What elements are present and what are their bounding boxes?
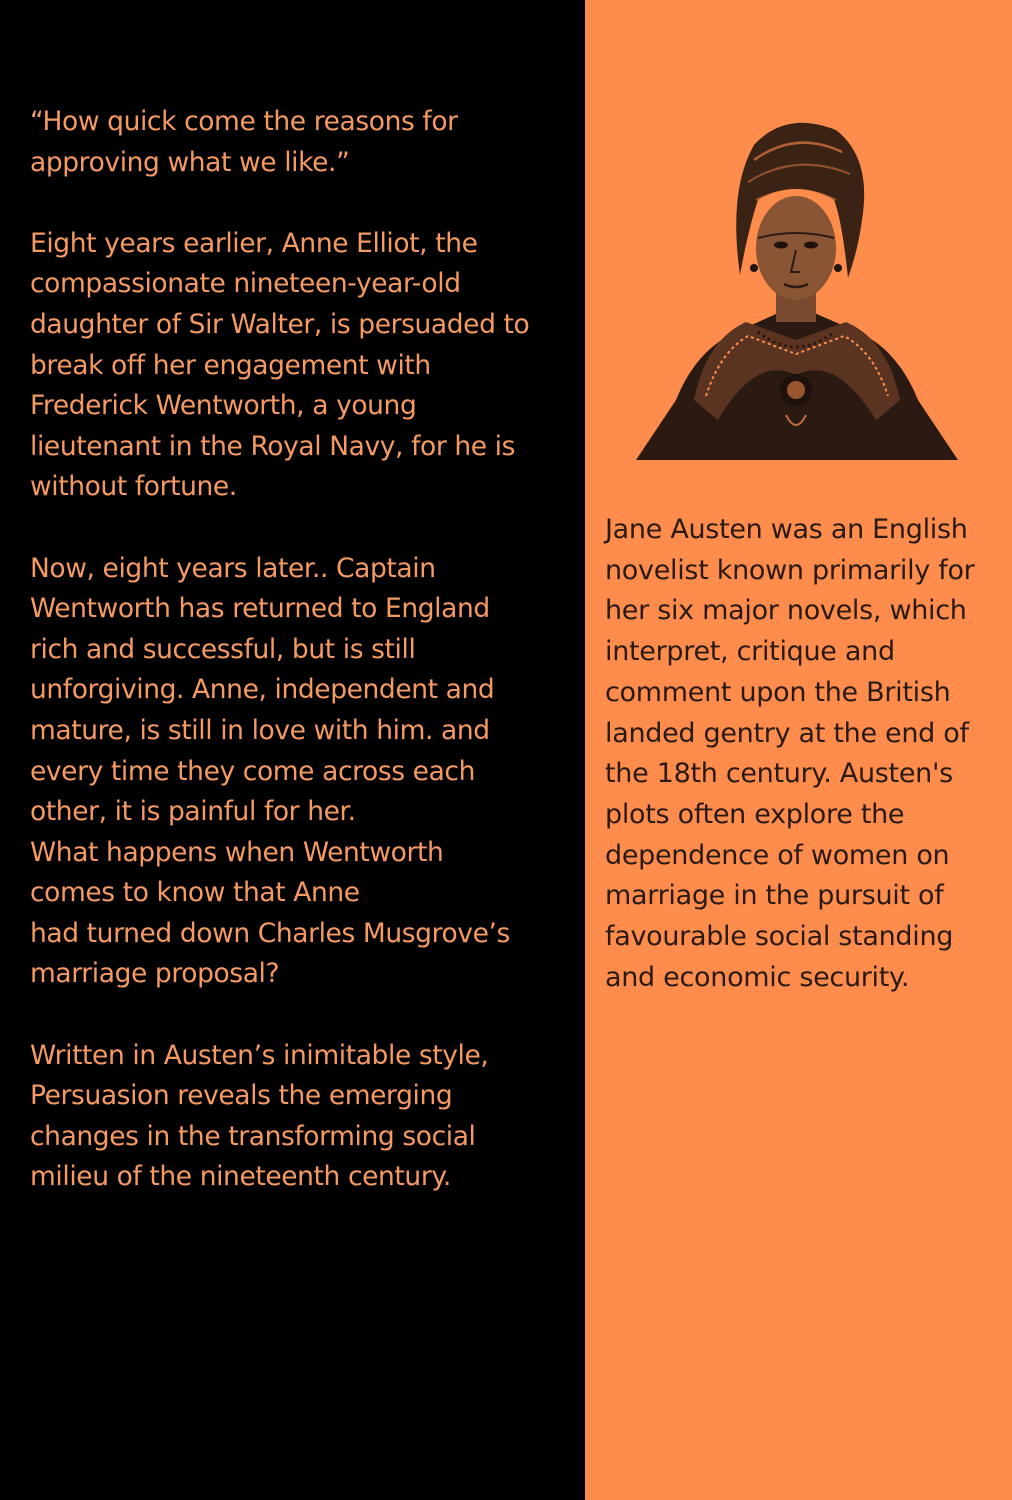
text-line: comes to know that Anne — [30, 877, 360, 909]
text-line: “How quick come the reasons for — [30, 106, 458, 137]
text-line: Written in Austen’s inimitable style, — [30, 1039, 489, 1071]
text-line: her six major novels, which — [605, 595, 967, 627]
text-line: changes in the transforming social — [30, 1120, 476, 1152]
text-line: had turned down Charles Musgrove’s — [30, 917, 510, 949]
text-line: novelist known primarily for — [605, 554, 975, 586]
text-line: What happens when Wentworth — [30, 836, 444, 868]
text-line: other, it is painful for her. — [30, 796, 356, 828]
text-line: approving what we like.” — [30, 146, 350, 178]
text-line: break off her engagement with — [30, 349, 431, 381]
text-line: mature, is still in love with him. and — [30, 714, 490, 746]
text-line: marriage proposal? — [30, 958, 280, 990]
text-line: favourable social standing — [605, 921, 954, 953]
text-line: every time they come across each — [30, 755, 475, 787]
text-line: dependence of women on — [605, 839, 950, 871]
text-line: the 18th century. Austen's — [605, 758, 953, 790]
text-line: milieu of the nineteenth century. — [30, 1161, 451, 1193]
book-description — [30, 102, 575, 1239]
synopsis-paragraph-1 — [30, 224, 575, 508]
text-line: unforgiving. Anne, independent and — [30, 674, 495, 706]
text-line: rich and successful, but is still — [30, 633, 416, 665]
text-line: without fortune. — [30, 471, 237, 503]
text-line: Persuasion reveals the emerging — [30, 1080, 453, 1112]
text-line: comment upon the British — [605, 676, 951, 708]
text-line: compassionate nineteen-year-old — [30, 268, 461, 300]
synopsis-paragraph-3 — [30, 1036, 575, 1198]
text-line: landed gentry at the end of — [605, 717, 969, 749]
text-line: plots often explore the — [605, 798, 905, 830]
text-line: and economic security. — [605, 961, 910, 993]
text-line: Frederick Wentworth, a young — [30, 390, 417, 422]
text-line: Jane Austen was an English — [605, 514, 968, 545]
text-line: daughter of Sir Walter, is persuaded to — [30, 308, 530, 340]
text-line: Wentworth has returned to England — [30, 593, 490, 625]
author-portrait — [636, 100, 958, 466]
text-line: interpret, critique and — [605, 636, 895, 668]
opening-quote — [30, 102, 575, 183]
text-line: marriage in the pursuit of — [605, 880, 944, 912]
text-line: Now, eight years later.. Captain — [30, 552, 436, 584]
author-bio — [605, 510, 1005, 998]
text-line: lieutenant in the Royal Navy, for he is — [30, 430, 516, 462]
synopsis-paragraph-2 — [30, 549, 575, 996]
text-line: Eight years earlier, Anne Elliot, the — [30, 227, 478, 259]
